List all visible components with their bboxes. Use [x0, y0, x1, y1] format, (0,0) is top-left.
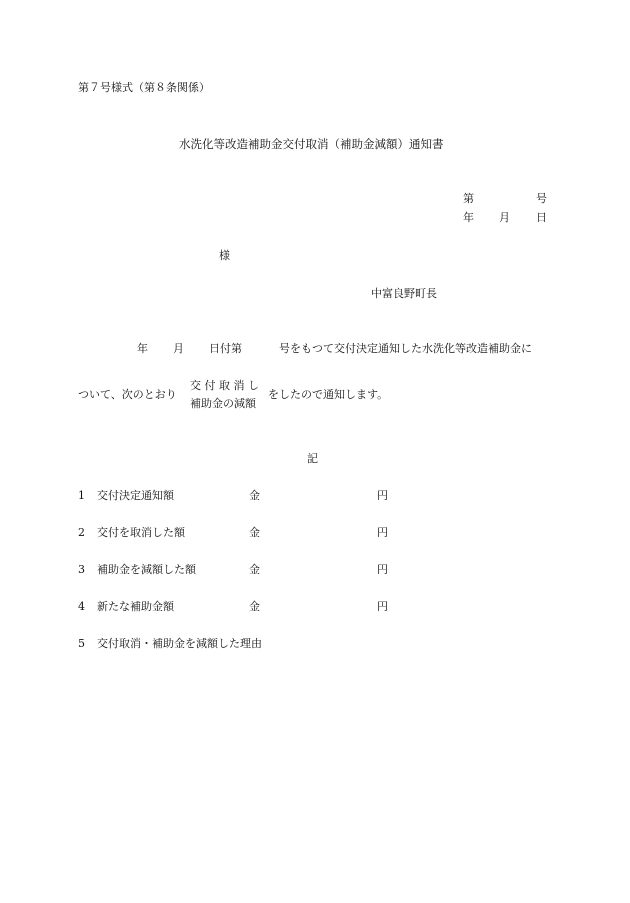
date-year: 年 [463, 211, 474, 224]
document-title: 水洗化等改造補助金交付取消（補助金減額）通知書 [179, 137, 444, 151]
form-number: 第７号様式（第８条関係） [78, 81, 210, 94]
item-number: 4 [78, 600, 85, 613]
option-stack [190, 377, 259, 413]
option-cancel: 交 付 取 消 し [190, 379, 259, 392]
body-line1-rest: 号をもつて交付決定通知した水洗化等改造補助金に [279, 342, 532, 355]
ki-heading: 記 [307, 452, 318, 465]
item-label: 交付決定通知額 [97, 489, 174, 502]
item-en: 円 [377, 563, 388, 576]
issuer: 中富良野町長 [371, 287, 437, 300]
recipient-suffix: 様 [219, 249, 230, 262]
item-number: 1 [78, 489, 85, 502]
body-year: 年 [137, 342, 148, 355]
item-label: 交付を取消した額 [97, 526, 185, 539]
item-en: 円 [377, 489, 388, 502]
ref-go: 号 [536, 192, 547, 205]
date-day: 日 [536, 211, 547, 224]
item-kin: 金 [249, 563, 260, 576]
ref-dai: 第 [463, 192, 474, 205]
item-en: 円 [377, 600, 388, 613]
date-month: 月 [499, 211, 510, 224]
body-line2-tail: をしたので通知します。 [268, 388, 389, 401]
item-number: 5 [78, 637, 85, 650]
item-label: 補助金を減額した額 [97, 563, 196, 576]
item-kin: 金 [249, 526, 260, 539]
item-number: 2 [78, 526, 85, 539]
body-month: 月 [173, 342, 184, 355]
item-label: 交付取消・補助金を減額した理由 [97, 637, 262, 650]
item-number: 3 [78, 563, 85, 576]
item-kin: 金 [249, 600, 260, 613]
body-date-no: 日付第 [209, 342, 242, 355]
item-kin: 金 [249, 489, 260, 502]
item-label: 新たな補助金額 [97, 600, 174, 613]
option-reduce: 補助金の減額 [190, 397, 256, 410]
body-line2-lead: ついて、次のとおり [78, 388, 177, 401]
item-en: 円 [377, 526, 388, 539]
